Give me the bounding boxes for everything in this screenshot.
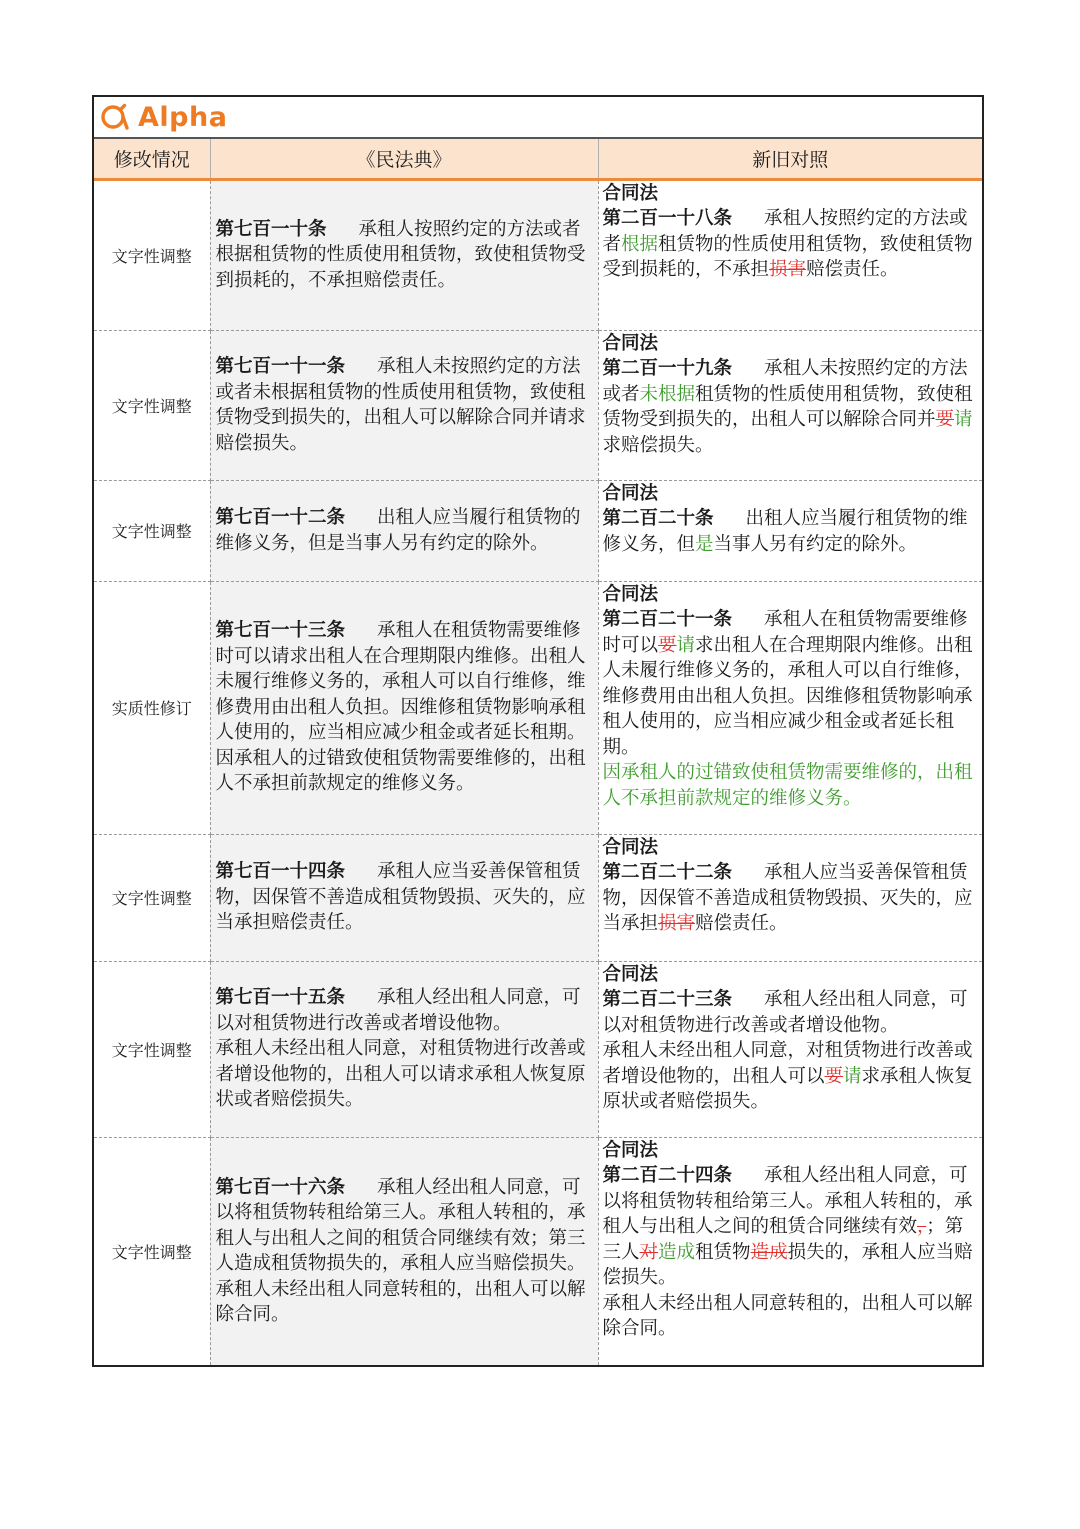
old-law-source: 合同法 xyxy=(602,836,659,858)
civil-code-cell xyxy=(210,834,598,961)
revision-type: 文字性调整 xyxy=(94,330,210,480)
brand-name: Alpha xyxy=(138,101,228,133)
comparison-cell xyxy=(598,961,982,1137)
old-law-source: 合同法 xyxy=(602,583,659,605)
revision-type: 文字性调整 xyxy=(94,1137,210,1365)
unchanged-text: 承租人在租赁物需要维修时可以 xyxy=(602,609,968,656)
table-header-row xyxy=(94,139,982,179)
revision-type: 文字性调整 xyxy=(94,179,210,330)
alpha-logo-icon xyxy=(100,102,130,132)
added-text: 未根据 xyxy=(639,383,696,405)
unchanged-text: 赔偿责任。 xyxy=(695,913,788,934)
civil-code-cell xyxy=(210,1137,598,1365)
revision-type: 文字性调整 xyxy=(94,480,210,581)
civil-code-paragraph xyxy=(216,217,594,294)
comparison-paragraph xyxy=(603,506,979,557)
added-text: 是 xyxy=(695,533,714,555)
article-text: 承租人未经出租人同意，对租赁物进行改善或者增设他物的，出租人可以请求承租人恢复原状或者赔偿损失。 xyxy=(215,1038,586,1111)
civil-code-cell xyxy=(210,480,598,581)
column-header-type: 修改情况 xyxy=(94,139,210,179)
civil-code-cell xyxy=(210,581,598,834)
old-article-label: 第二百二十三条 xyxy=(602,989,733,1010)
comparison-paragraph xyxy=(603,206,979,283)
civil-code-paragraph xyxy=(216,1175,594,1277)
unchanged-text: 租赁物的性质使用租赁物，致使租赁物受到损耗的，不承担 xyxy=(602,233,973,280)
added-text: 请 xyxy=(676,634,696,656)
comparison-cell xyxy=(598,581,982,834)
civil-code-paragraph xyxy=(216,354,594,456)
comparison-document xyxy=(92,95,984,1367)
unchanged-text: 租赁物的性质使用租赁物，致使租赁物受到损失的，出租人可以解除合同并 xyxy=(602,383,973,430)
civil-code-paragraph xyxy=(216,1277,594,1328)
civil-code-paragraph xyxy=(216,1036,594,1113)
old-article-label: 第二百二十四条 xyxy=(602,1165,733,1186)
article-label: 第七百一十六条 xyxy=(215,1176,346,1198)
added-text: 因承租人的过错致使租赁物需要维修的，出租人不承担前款规定的维修义务。 xyxy=(602,762,973,809)
brand-header xyxy=(94,97,982,139)
article-label: 第七百一十三条 xyxy=(215,620,346,642)
unchanged-text: 承租人经出租人同意，可以将租赁物转租给第三人。承租人转租的，承租人与出租人之间的租赁合同继续有效 xyxy=(602,1165,973,1237)
added-text: 请 xyxy=(843,1065,862,1087)
table-row xyxy=(94,834,982,961)
comparison-paragraph xyxy=(603,1163,979,1291)
article-text: 承租人在租赁物需要维修时可以请求出租人在合理期限内维修。出租人未履行维修义务的，承租人可以自行维修，维修费用由出租人负担。因维修租赁物影响承租人使用的，应当相应减少租金或者延长租期。 xyxy=(215,620,586,744)
comparison-paragraph xyxy=(603,1291,979,1342)
article-text: 因承租人的过错致使租赁物需要维修的，出租人不承担前款规定的维修义务。 xyxy=(215,747,586,795)
table-row xyxy=(94,581,982,834)
old-article-label: 第二百二十一条 xyxy=(602,609,733,630)
unchanged-text: 承租人未经出租人同意，对租赁物进行改善或者增设他物的，出租人可以 xyxy=(602,1040,973,1087)
civil-code-paragraph xyxy=(216,859,594,936)
comparison-paragraph xyxy=(603,760,979,811)
deleted-text: 要 xyxy=(935,409,955,430)
unchanged-text: 承租人按照约定的方法或者 xyxy=(602,208,968,255)
column-header-civil-code: 《民法典》 xyxy=(210,139,598,179)
article-text: 承租人未经出租人同意转租的，出租人可以解除合同。 xyxy=(215,1278,586,1326)
unchanged-text: 出租人应当履行租赁物的维修义务，但 xyxy=(602,508,968,555)
added-text: 根据 xyxy=(621,233,659,255)
article-label: 第七百一十二条 xyxy=(215,507,346,528)
comparison-paragraph xyxy=(603,607,979,760)
unchanged-text: 承租人未按照约定的方法或者 xyxy=(602,358,968,405)
civil-code-paragraph xyxy=(216,505,594,556)
article-label: 第七百一十四条 xyxy=(215,861,346,883)
article-text: 出租人应当履行租赁物的维修义务，但是当事人另有约定的除外。 xyxy=(215,507,581,554)
unchanged-text: 承租人应当妥善保管租赁物，因保管不善造成租赁物毁损、灭失的，应当承担 xyxy=(602,862,973,934)
article-text: 承租人应当妥善保管租赁物，因保管不善造成租赁物毁损、灭失的，应当承担赔偿责任。 xyxy=(215,861,586,934)
column-header-comparison: 新旧对照 xyxy=(598,139,982,179)
old-law-source: 合同法 xyxy=(602,332,659,354)
comparison-cell xyxy=(598,480,982,581)
comparison-paragraph xyxy=(603,860,979,937)
unchanged-text: 求承租人恢复原状或者赔偿损失。 xyxy=(602,1065,973,1112)
article-text: 承租人经出租人同意，可以将租赁物转租给第三人。承租人转租的，承租人与出租人之间的租赁合同继续有效；第三人造成租赁物损失的，承租人应当赔偿损失。 xyxy=(215,1176,586,1275)
old-law-source: 合同法 xyxy=(602,1139,659,1161)
comparison-paragraph xyxy=(603,1038,979,1115)
table-row xyxy=(94,179,982,330)
old-article-label: 第二百一十八条 xyxy=(602,208,733,229)
article-text: 承租人按照约定的方法或者根据租赁物的性质使用租赁物，致使租赁物受到损耗的，不承担赔偿责任。 xyxy=(215,218,586,291)
old-law-source: 合同法 xyxy=(602,482,659,504)
old-article-label: 第二百二十二条 xyxy=(602,862,733,883)
unchanged-text: 求出租人在合理期限内维修。出租人未履行维修义务的，承租人可以自行维修，维修费用由出租人负担。因维修租赁物影响承租人使用的，应当相应减少租金或者延长租期。 xyxy=(602,634,973,758)
revision-type: 实质性修订 xyxy=(94,581,210,834)
unchanged-text: 承租人未经出租人同意转租的，出租人可以解除合同。 xyxy=(602,1292,973,1339)
comparison-cell xyxy=(598,834,982,961)
deleted-text: 要 xyxy=(658,634,677,656)
civil-code-paragraph xyxy=(216,746,594,797)
comparison-cell xyxy=(598,330,982,480)
added-text: 请 xyxy=(954,409,973,430)
table-row xyxy=(94,961,982,1137)
deleted-text: 损害 xyxy=(769,259,807,280)
comparison-cell xyxy=(598,1137,982,1365)
article-label: 第七百一十条 xyxy=(215,218,327,240)
revision-type: 文字性调整 xyxy=(94,961,210,1137)
deleted-text: 损害 xyxy=(658,913,696,934)
article-text: 承租人未按照约定的方法或者未根据租赁物的性质使用租赁物，致使租赁物受到损失的，出租人可以解除合同并请求赔偿损失。 xyxy=(215,356,586,454)
revision-type: 文字性调整 xyxy=(94,834,210,961)
deleted-text: 造成 xyxy=(750,1241,788,1263)
article-text: 承租人经出租人同意，可以对租赁物进行改善或者增设他物。 xyxy=(215,987,581,1034)
unchanged-text: 承租人经出租人同意，可以对租赁物进行改善或者增设他物。 xyxy=(602,989,968,1036)
old-law-source: 合同法 xyxy=(602,182,659,204)
old-law-source: 合同法 xyxy=(602,963,659,985)
unchanged-text: 求赔偿损失。 xyxy=(602,434,714,456)
old-article-label: 第二百二十条 xyxy=(602,508,714,529)
unchanged-text: 赔偿责任。 xyxy=(806,259,899,280)
article-label: 第七百一十五条 xyxy=(215,987,346,1009)
table-row xyxy=(94,1137,982,1365)
unchanged-text: ；第三人 xyxy=(602,1216,964,1263)
civil-code-paragraph xyxy=(216,985,594,1036)
comparison-table xyxy=(94,139,982,1365)
civil-code-cell xyxy=(210,179,598,330)
unchanged-text: 租赁物 xyxy=(695,1241,751,1263)
table-row xyxy=(94,330,982,480)
civil-code-cell xyxy=(210,961,598,1137)
comparison-cell xyxy=(598,179,982,330)
added-text: 造成 xyxy=(658,1241,696,1263)
table-row xyxy=(94,480,982,581)
deleted-text: ， xyxy=(917,1216,927,1237)
civil-code-paragraph xyxy=(216,618,594,746)
civil-code-cell xyxy=(210,330,598,480)
unchanged-text: 当事人另有约定的除外。 xyxy=(713,533,918,555)
comparison-paragraph xyxy=(603,987,979,1038)
deleted-text: 要 xyxy=(824,1065,844,1087)
comparison-paragraph xyxy=(603,356,979,458)
deleted-text: 对 xyxy=(639,1241,659,1263)
article-label: 第七百一十一条 xyxy=(215,356,346,377)
unchanged-text: 损失的，承租人应当赔偿损失。 xyxy=(602,1241,973,1288)
old-article-label: 第二百一十九条 xyxy=(602,358,733,379)
